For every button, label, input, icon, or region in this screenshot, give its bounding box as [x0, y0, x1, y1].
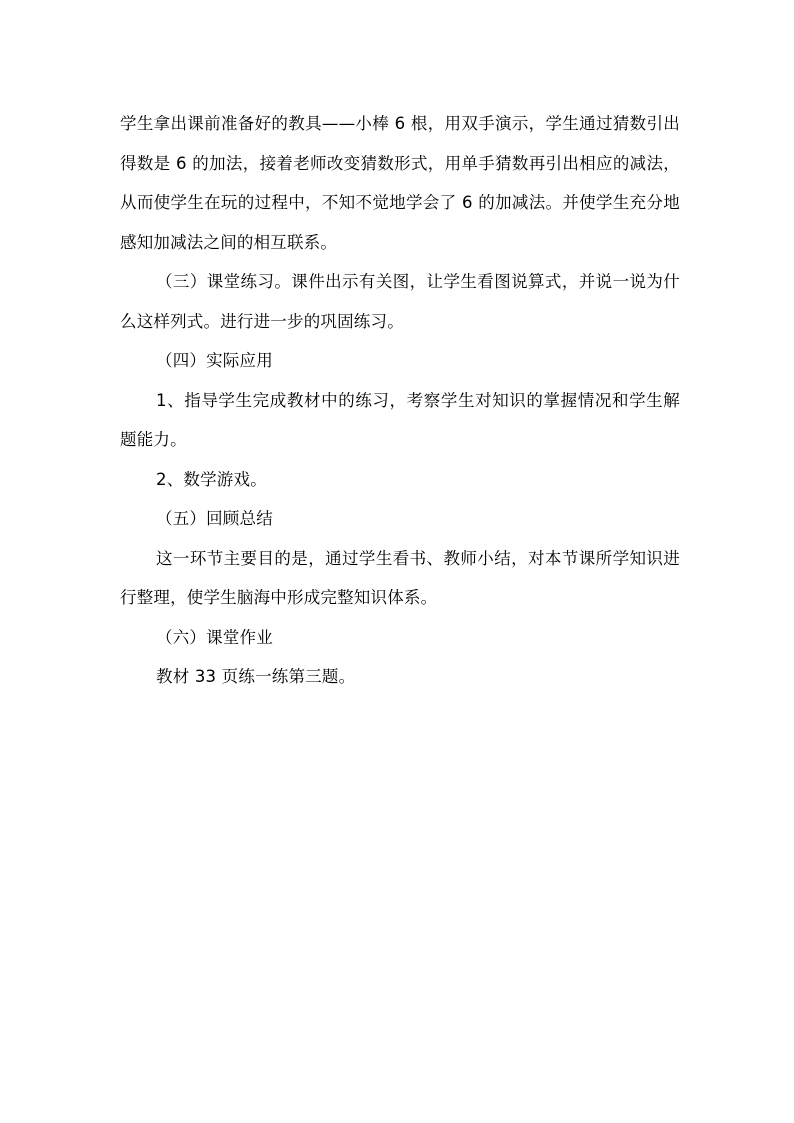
paragraph-demonstration: 学生拿出课前准备好的教具——小棒 6 根，用双手演示，学生通过猜数引出得数是 6 的加法，接着老师改变猜数形式，用单手猜数再引出相应的减法，从而使学生在玩的过程中，不知不觉地学会了 6 的加减法。并使学生充分地感知加减法之间的相互联系。	[120, 114, 680, 252]
heading-practical-application: （四）实际应用	[156, 351, 273, 370]
paragraph-math-game: 2、数学游戏。	[156, 469, 267, 489]
paragraph-textbook-exercises: 1、指导学生完成教材中的练习，考察学生对知识的掌握情况和学生解题能力。	[120, 390, 680, 449]
paragraph-summary-purpose: 这一环节主要目的是，通过学生看书、教师小结，对本节课所学知识进行整理，使学生脑海中形成完整知识体系。	[120, 548, 680, 607]
paragraph-homework-assignment: 教材 33 页练一练第三题。	[156, 667, 356, 686]
heading-homework: （六）课堂作业	[156, 627, 273, 647]
document-body	[120, 104, 680, 697]
paragraph-classroom-practice: （三）课堂练习。课件出示有关图，让学生看图说算式，并说一说为什么这样列式。进行进一步的巩固练习。	[120, 272, 680, 331]
heading-review-summary: （五）回顾总结	[156, 509, 273, 528]
